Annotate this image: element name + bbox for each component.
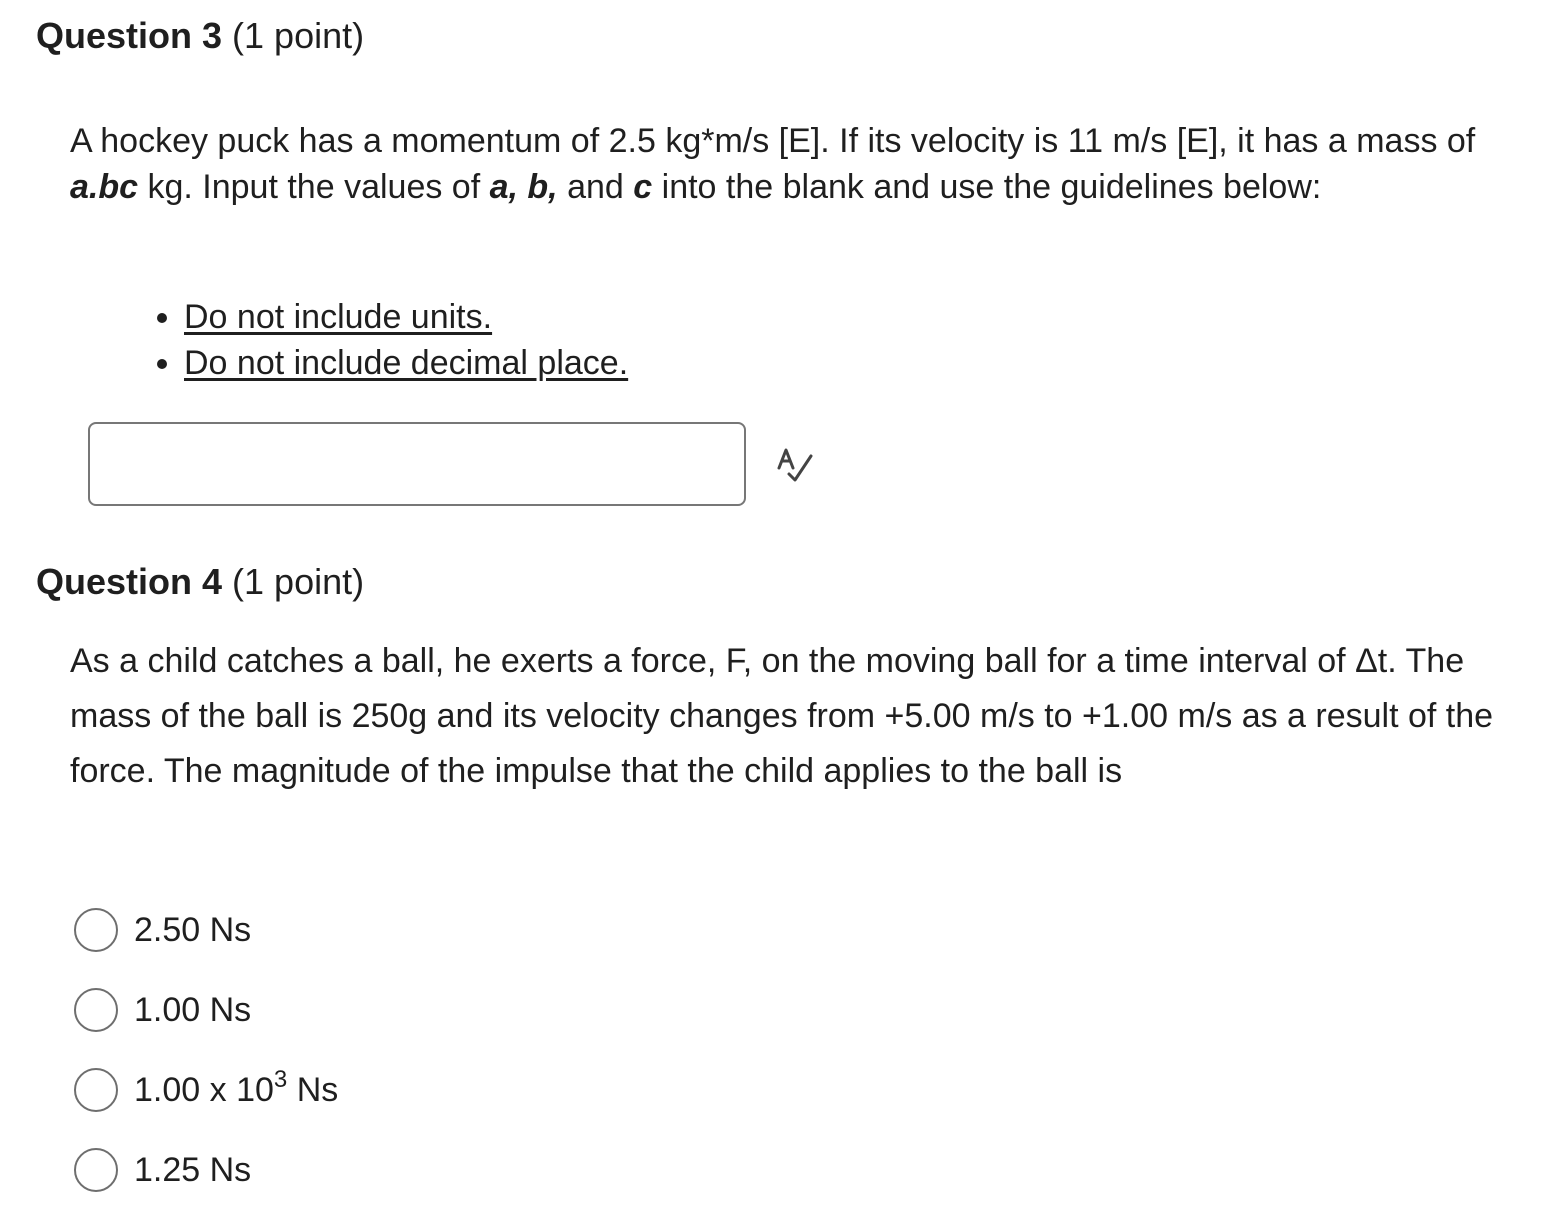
radio-button[interactable]	[74, 988, 118, 1032]
question-3-text-part2: kg. Input the values of	[138, 168, 490, 206]
question-3-points: (1 point)	[222, 15, 365, 56]
question-3-var-c: c	[633, 168, 653, 206]
radio-button[interactable]	[74, 908, 118, 952]
option-1-00x10-3-ns[interactable]	[74, 1050, 338, 1130]
question-3-var-abc: a.bc	[70, 168, 139, 206]
question-4-text: As a child catches a ball, he exerts a force, F, on the moving ball for a time interval of Δt. The mass of the ball is 250g and its velocity changes from +5.00 m/s to +1.00 m/s as a result of the force. The magnitude of the impulse that the child applies to the ball is	[70, 642, 1494, 790]
option-label: 2.50 Ns	[134, 911, 252, 949]
question-3-guidelines	[130, 294, 628, 386]
question-4-points: (1 point)	[222, 561, 365, 602]
option-label: 1.00 Ns	[134, 991, 252, 1029]
question-3-number: Question 3	[36, 15, 223, 56]
question-3-header	[36, 14, 364, 58]
answer-options	[74, 890, 338, 1210]
option-label: 1.25 Ns	[134, 1151, 252, 1189]
option-1-25-ns[interactable]	[74, 1130, 338, 1210]
guideline-item: • Do not include units.	[184, 294, 628, 340]
question-3-text	[70, 118, 1520, 210]
spellcheck-icon[interactable]	[775, 446, 815, 486]
option-2-50-ns[interactable]	[74, 890, 338, 970]
guideline-item: • Do not include decimal place.	[184, 340, 628, 386]
option-label-base: 1.00 x 10	[134, 1071, 274, 1109]
option-1-00-ns[interactable]	[74, 970, 338, 1050]
option-label-unit: Ns	[287, 1071, 339, 1109]
radio-button[interactable]	[74, 1148, 118, 1192]
radio-button[interactable]	[74, 1068, 118, 1112]
question-4-number: Question 4	[36, 561, 223, 602]
question-3-text-part3: and	[557, 168, 634, 206]
question-4-header	[36, 560, 364, 604]
option-label-exponent: 3	[273, 1066, 288, 1093]
question-3-text-part4: into the blank and use the guidelines below:	[652, 168, 1322, 206]
question-3-text-part1: A hockey puck has a momentum of 2.5 kg*m/s [E]. If its velocity is 11 m/s [E], it has a mass of	[70, 122, 1476, 160]
question-3-var-ab: a, b,	[489, 168, 558, 206]
option-label	[134, 1066, 339, 1110]
answer-input[interactable]	[88, 422, 746, 506]
